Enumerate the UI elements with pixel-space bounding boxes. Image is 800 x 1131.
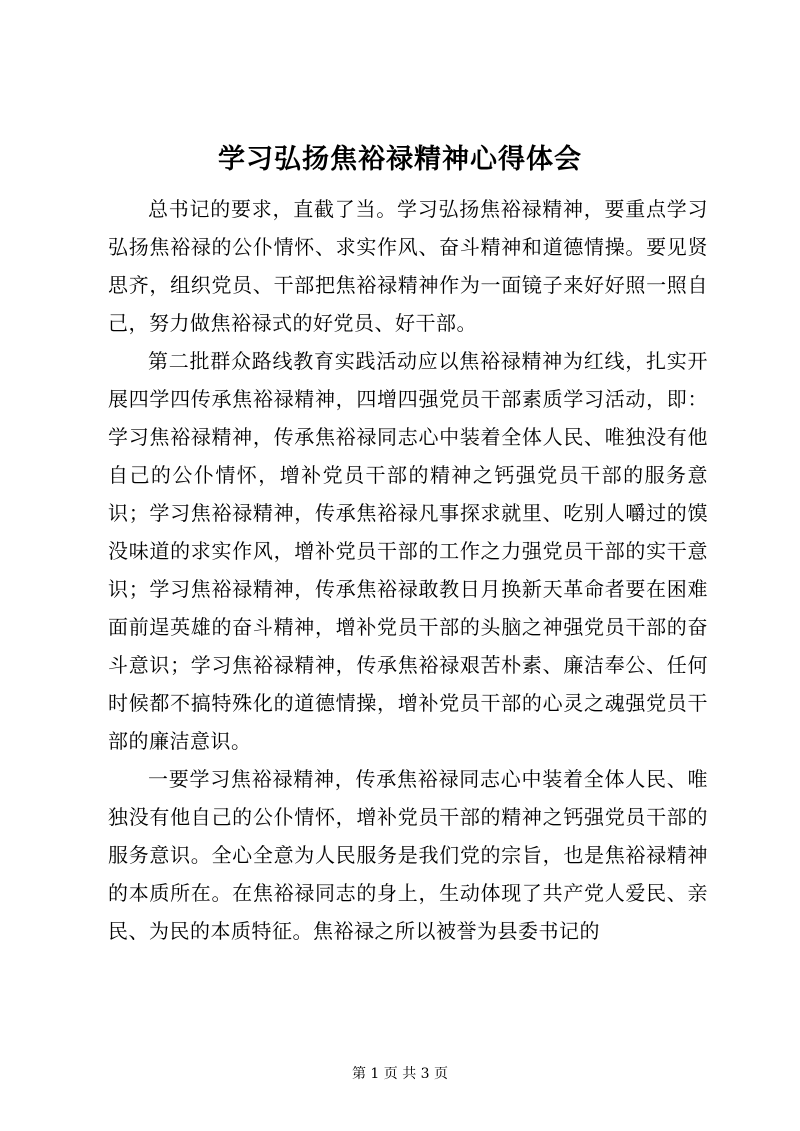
document-title: 学习弘扬焦裕禄精神心得体会 — [218, 144, 582, 175]
paragraph-1: 总书记的要求，直截了当。学习弘扬焦裕禄精神，要重点学习弘扬焦裕禄的公仆情怀、求实作风、奋斗精神和道德情操。要见贤思齐，组织党员、干部把焦裕禄精神作为一面镜子来好好照一照自己，努力做焦裕禄式的好党员、好干部。 — [108, 197, 708, 335]
paragraph-2: 第二批群众路线教育实践活动应以焦裕禄精神为红线，扎实开展四学四传承焦裕禄精神，四增四强党员干部素质学习活动，即：学习焦裕禄精神，传承焦裕禄同志心中装着全体人民、唯独没有他自己的公仆情怀，增补党员干部的精神之钙强党员干部的服务意识；学习焦裕禄精神，传承焦裕禄凡事探求就里、吃别人嚼过的馍没味道的求实作风，增补党员干部的工作之力强党员干部的实干意识；学习焦裕禄精神，传承焦裕禄敢教日月换新天革命者要在困难面前逞英雄的奋斗精神，增补党员干部的头脑之神强党员干部的奋斗意识；学习焦裕禄精神，传承焦裕禄艰苦朴素、廉洁奉公、任何时候都不搞特殊化的道德情操，增补党员干部的心灵之魂强党员干部的廉洁意识。 — [108, 349, 708, 753]
document-body — [108, 190, 708, 950]
page-number-footer: 第 1 页 共 3 页 — [351, 1066, 449, 1082]
paragraph-3: 一要学习焦裕禄精神，传承焦裕禄同志心中装着全体人民、唯独没有他自己的公仆情怀，增补党员干部的精神之钙强党员干部的服务意识。全心全意为人民服务是我们党的宗旨，也是焦裕禄精神的本质所在。在焦裕禄同志的身上，生动体现了共产党人爱民、亲民、为民的本质特征。焦裕禄之所以被誉为县委书记的 — [108, 767, 708, 943]
